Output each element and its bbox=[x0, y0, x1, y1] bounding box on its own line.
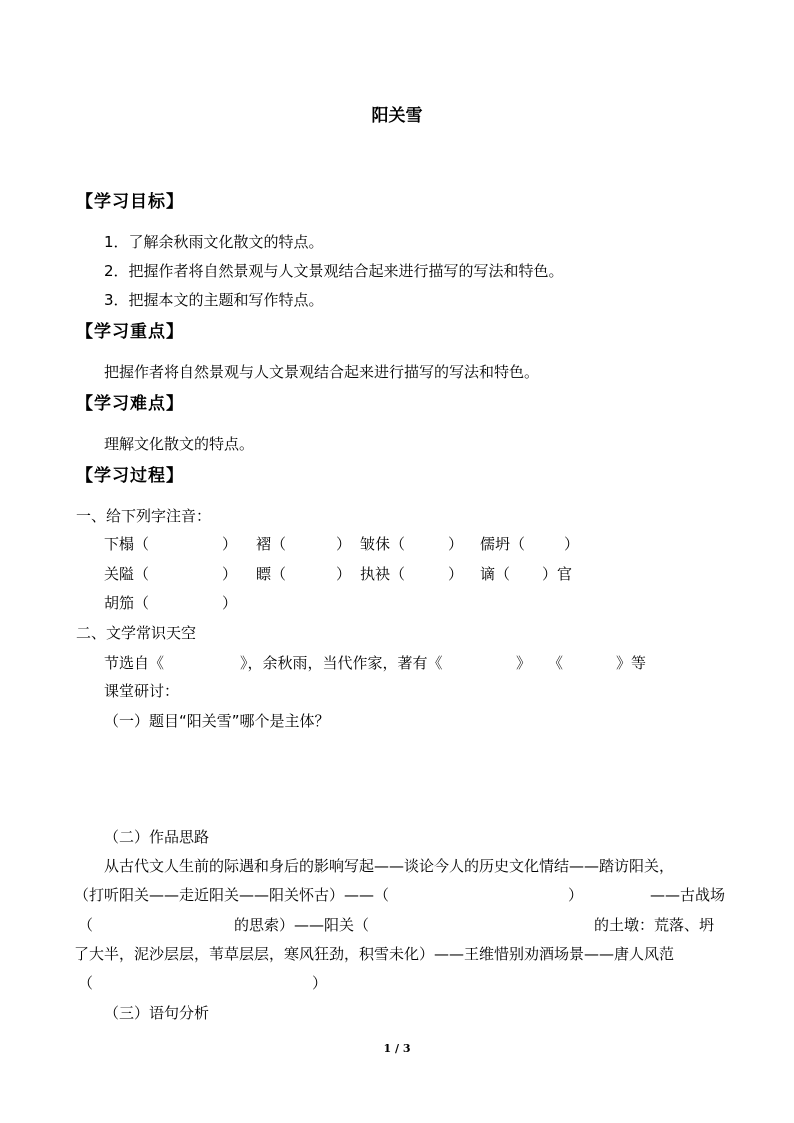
question-2: （二）作品思路 bbox=[104, 828, 210, 846]
pinyin-close: ） bbox=[564, 535, 580, 553]
source-text: 》等 bbox=[616, 654, 647, 672]
pinyin-item: 儒坍（ bbox=[480, 535, 526, 553]
thought-para: （ bbox=[78, 916, 94, 934]
pinyin-close: ） bbox=[448, 535, 464, 553]
pinyin-close: ） bbox=[222, 594, 238, 612]
pinyin-close: ）官 bbox=[542, 565, 573, 583]
pinyin-item: 执袂（ bbox=[360, 565, 406, 583]
pinyin-item: 瞟（ bbox=[256, 565, 287, 583]
source-text: 》 bbox=[516, 654, 532, 672]
process-heading: 【学习过程】 bbox=[76, 466, 184, 486]
pinyin-item: 下榻（ bbox=[104, 535, 150, 553]
focus-heading: 【学习重点】 bbox=[76, 322, 184, 342]
part2-heading: 二、文学常识天空 bbox=[76, 624, 197, 642]
thought-para: 从古代文人生前的际遇和身后的影响写起——谈论今人的历史文化情结——踏访阳关， bbox=[104, 857, 675, 875]
difficulty-heading: 【学习难点】 bbox=[76, 394, 184, 414]
page-number: 1 / 3 bbox=[383, 1042, 411, 1055]
thought-para: ） bbox=[312, 974, 328, 992]
pinyin-item: 褶（ bbox=[256, 535, 287, 553]
question-1: （一）题目“阳关雪”哪个是主体？ bbox=[104, 712, 330, 730]
pinyin-close: ） bbox=[222, 565, 238, 583]
class-study-label: 课堂研讨： bbox=[104, 682, 180, 700]
goal-item-3: 3．把握本文的主题和写作特点。 bbox=[104, 291, 324, 309]
thought-para: 了大半，泥沙层层，苇草层层，寒风狂劲，积雪未化）——王维惜别劝酒场景——唐人风范 bbox=[74, 945, 675, 963]
goal-item-1: 1．了解余秋雨文化散文的特点。 bbox=[104, 233, 324, 251]
pinyin-item: 胡笳（ bbox=[104, 594, 150, 612]
pinyin-item: 皱佅（ bbox=[360, 535, 406, 553]
question-3: （三）语句分析 bbox=[104, 1004, 210, 1022]
part1-heading: 一、给下列字注音： bbox=[76, 507, 212, 525]
source-text: 》，余秋雨，当代作家，著有《 bbox=[240, 654, 443, 672]
difficulty-text: 理解文化散文的特点。 bbox=[104, 435, 255, 453]
pinyin-close: ） bbox=[336, 535, 352, 553]
page-title: 阳关雪 bbox=[371, 106, 423, 126]
thought-para: （ bbox=[78, 974, 94, 992]
pinyin-close: ） bbox=[222, 535, 238, 553]
thought-para: ——古战场 bbox=[650, 886, 726, 904]
thought-para: （打听阳关——走近阳关——阳关怀古）——（ bbox=[74, 886, 390, 904]
thought-para: ） bbox=[568, 886, 584, 904]
pinyin-close: ） bbox=[448, 565, 464, 583]
thought-para: 的土墩：荒落、坍 bbox=[594, 916, 715, 934]
pinyin-item: 谪（ bbox=[480, 565, 511, 583]
goal-item-2: 2．把握作者将自然景观与人文景观结合起来进行描写的写法和特色。 bbox=[104, 262, 564, 280]
focus-text: 把握作者将自然景观与人文景观结合起来进行描写的写法和特色。 bbox=[104, 363, 540, 381]
pinyin-item: 关隘（ bbox=[104, 565, 150, 583]
thought-para: 的思索）——阳关（ bbox=[234, 916, 370, 934]
source-text: 《 bbox=[548, 654, 564, 672]
pinyin-close: ） bbox=[336, 565, 352, 583]
goals-heading: 【学习目标】 bbox=[76, 192, 184, 212]
source-text: 节选自《 bbox=[104, 654, 165, 672]
